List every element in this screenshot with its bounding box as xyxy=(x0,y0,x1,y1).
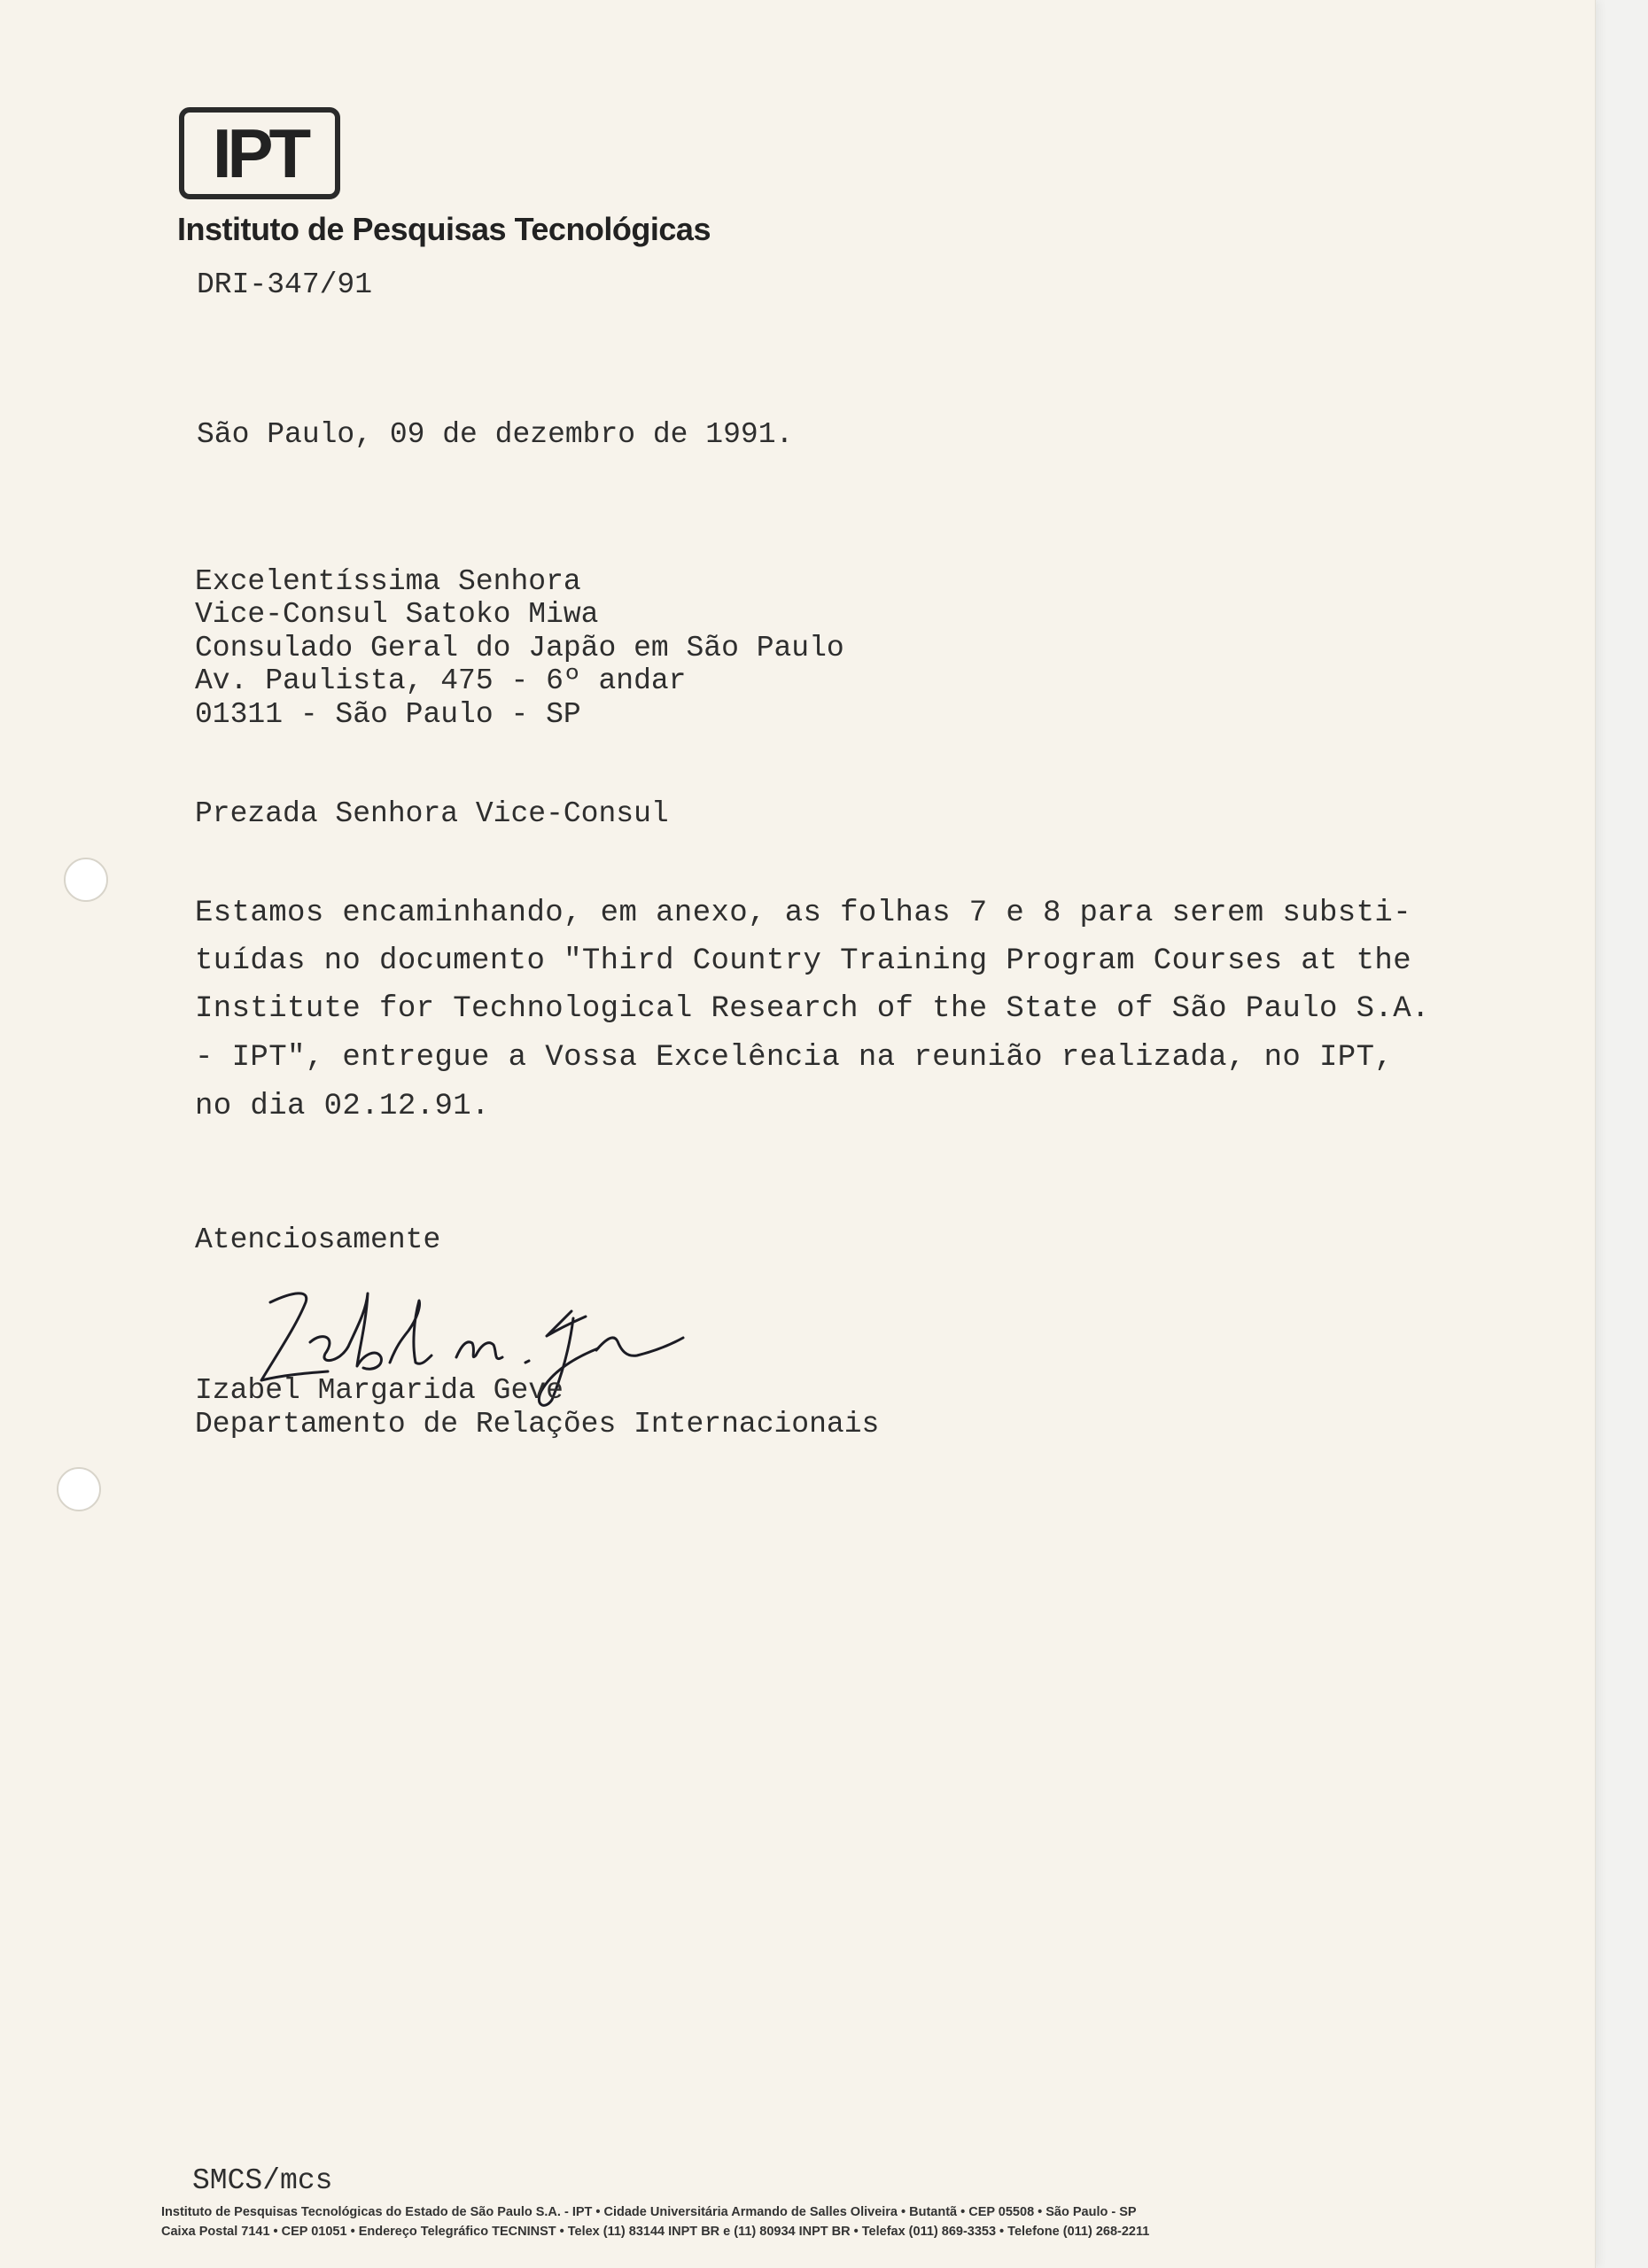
footer-contact-line: Caixa Postal 7141 • CEP 01051 • Endereço Telegráfico TECNINST • Telex (11) 83144 INPT BR e (11) 80934 INPT BR • Telefax (011) 869-3353 • Telefone (011) 268-2211 xyxy=(161,2225,1150,2239)
salutation: Prezada Senhora Vice-Consul xyxy=(195,797,669,830)
punch-hole-top xyxy=(64,858,108,902)
body-line: Institute for Technological Research of the State of São Paulo S.A. xyxy=(195,992,1430,1026)
body-line: - IPT", entregue a Vossa Excelência na reunião realizada, no IPT, xyxy=(195,1041,1394,1075)
address-line: Av. Paulista, 475 - 6º andar xyxy=(195,664,687,697)
punch-hole-bottom xyxy=(57,1467,101,1511)
date-line: São Paulo, 09 de dezembro de 1991. xyxy=(197,418,794,451)
logo-text: IPT xyxy=(212,114,307,192)
address-line: Vice-Consul Satoko Miwa xyxy=(195,598,599,631)
institute-name: Instituto de Pesquisas Tecnológicas xyxy=(177,211,711,247)
address-line: 01311 - São Paulo - SP xyxy=(195,698,581,731)
initials: SMCS/mcs xyxy=(192,2164,333,2197)
body-line: tuídas no documento "Third Country Training Program Courses at the xyxy=(195,944,1412,978)
closing: Atenciosamente xyxy=(195,1223,441,1256)
footer-address-line: Instituto de Pesquisas Tecnológicas do Estado de São Paulo S.A. - IPT • Cidade Universitária Armando de Salles Oliveira • Butantã • CEP 05508 • São Paulo - SP xyxy=(161,2205,1137,2219)
address-line: Excelentíssima Senhora xyxy=(195,565,581,598)
body-line: no dia 02.12.91. xyxy=(195,1090,490,1123)
signatory-name: Izabel Margarida Geve xyxy=(195,1374,564,1407)
reference-number: DRI-347/91 xyxy=(197,268,373,301)
signatory-department: Departamento de Relações Internacionais xyxy=(195,1408,880,1441)
ipt-logo xyxy=(179,107,340,199)
body-line: Estamos encaminhando, em anexo, as folhas 7 e 8 para serem substi- xyxy=(195,897,1412,930)
address-line: Consulado Geral do Japão em São Paulo xyxy=(195,632,844,664)
